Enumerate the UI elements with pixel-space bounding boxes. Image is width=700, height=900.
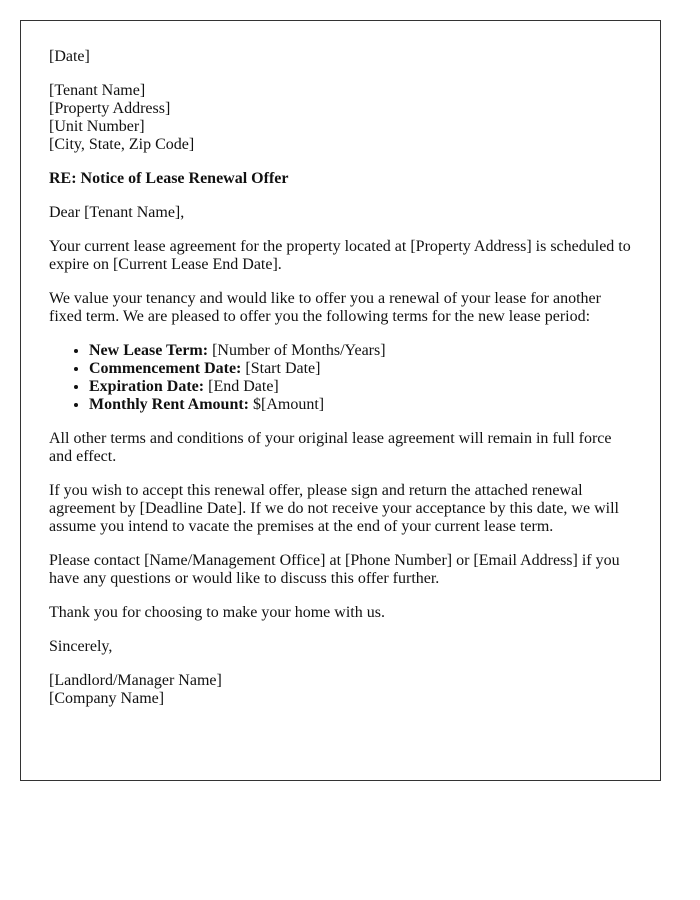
- recipient-unit: [Unit Number]: [49, 118, 145, 135]
- terms-list: [49, 342, 632, 414]
- paragraph-terms: All other terms and conditions of your original lease agreement will remain in full force and effect.: [49, 430, 612, 465]
- closing: Sincerely,: [49, 638, 113, 655]
- term-item: [89, 396, 632, 414]
- term-item: [89, 378, 632, 396]
- term-value: [Start Date]: [241, 360, 321, 377]
- recipient-property-address: [Property Address]: [49, 100, 171, 117]
- paragraph-thanks: Thank you for choosing to make your home with us.: [49, 604, 385, 621]
- paragraph-offer: We value your tenancy and would like to offer you a renewal of your lease for another fixed term. We are pleased to offer you the following terms for the new lease period:: [49, 290, 601, 325]
- recipient-name: [Tenant Name]: [49, 82, 146, 99]
- subject-line: RE: Notice of Lease Renewal Offer: [49, 170, 289, 187]
- company-name: [Company Name]: [49, 690, 165, 707]
- letter: [20, 20, 661, 781]
- recipient-address: [49, 82, 632, 154]
- term-label: Monthly Rent Amount:: [89, 396, 250, 413]
- term-value: [End Date]: [204, 378, 279, 395]
- salutation: Dear [Tenant Name],: [49, 204, 185, 221]
- term-item: [89, 342, 632, 360]
- paragraph-contact: Please contact [Name/Management Office] at [Phone Number] or [Email Address] if you have any questions or would like to discuss this offer further.: [49, 552, 620, 587]
- term-label: Expiration Date:: [89, 378, 205, 395]
- signature-block: [49, 672, 632, 708]
- paragraph-intro: Your current lease agreement for the property located at [Property Address] is scheduled to expire on [Current Lease End Date].: [49, 238, 631, 273]
- date: [Date]: [49, 48, 90, 65]
- recipient-city: [City, State, Zip Code]: [49, 136, 195, 153]
- term-label: Commencement Date:: [89, 360, 242, 377]
- term-value: [Number of Months/Years]: [208, 342, 386, 359]
- paragraph-acceptance: If you wish to accept this renewal offer, please sign and return the attached renewal agreement by [Deadline Date]. If we do not receive your acceptance by this date, we will assume you intend to vacate the premises at the end of your current lease term.: [49, 482, 619, 535]
- term-value: $[Amount]: [249, 396, 325, 413]
- term-label: New Lease Term:: [89, 342, 209, 359]
- signer-name: [Landlord/Manager Name]: [49, 672, 222, 689]
- term-item: [89, 360, 632, 378]
